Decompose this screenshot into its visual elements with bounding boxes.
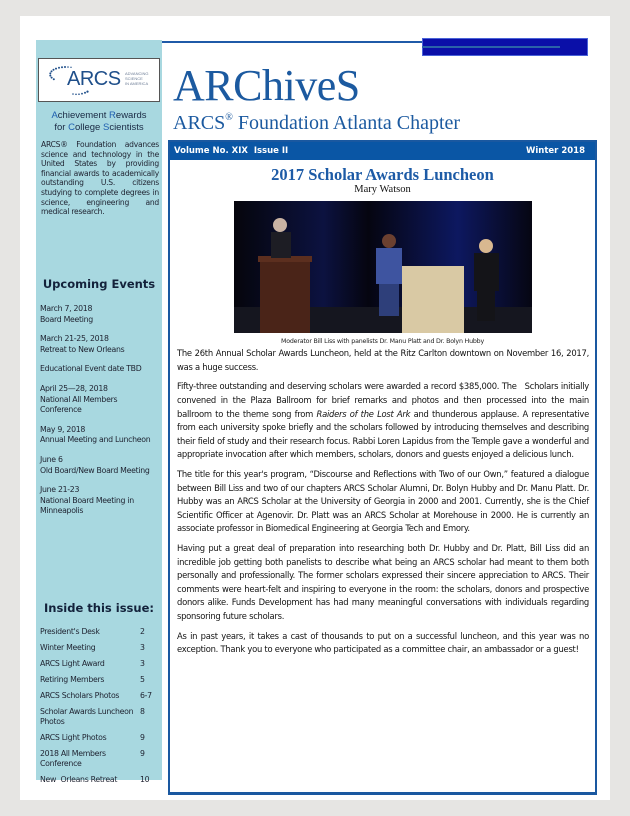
acronym-line-2: [36, 122, 162, 134]
toc-item[interactable]: [40, 627, 160, 637]
toc-item-page: 3: [140, 643, 145, 652]
toc-item-page: 8: [140, 707, 145, 716]
acronym-rest: ollege: [74, 122, 103, 133]
event-description: Retreat to New Orleans: [40, 344, 125, 354]
acronym-rest: cientists: [109, 122, 144, 133]
issue-bar: [170, 142, 595, 160]
event-description: National Board Meeting in Minneapolis: [40, 495, 134, 516]
toc-item[interactable]: [40, 659, 160, 669]
subtitle-arcs: ARCS: [173, 112, 226, 134]
event-date: March 21-25, 2018: [40, 334, 109, 344]
toc-item-page: 9: [140, 733, 145, 742]
toc-item[interactable]: [40, 707, 160, 727]
acronym-rest: chievement: [57, 110, 110, 121]
logo-tagline-line: SCIENCE: [125, 76, 143, 81]
event-item: [40, 384, 160, 416]
toc-item-page: 3: [140, 659, 145, 668]
newsletter-page: [20, 16, 610, 800]
toc-item[interactable]: [40, 691, 160, 701]
article-paragraph: [177, 380, 592, 462]
event-date: June 6: [40, 454, 63, 464]
issue-season: Winter 2018: [526, 146, 585, 156]
event-photo: [234, 201, 532, 333]
event-description: National All Members Conference: [40, 394, 118, 415]
event-date: March 7, 2018: [40, 304, 93, 313]
acronym-cap: A: [51, 110, 58, 121]
article-body: [170, 346, 595, 657]
toc-heading: Inside this issue:: [44, 601, 154, 615]
event-description: Board Meeting: [40, 314, 93, 324]
sidebar: [36, 40, 162, 784]
toc-item[interactable]: [40, 675, 160, 685]
event-photo-image: [234, 201, 532, 333]
toc-item-page: 9: [140, 749, 145, 758]
toc-item-label: Winter Meeting: [40, 643, 96, 652]
toc-item-label: Retiring Members: [40, 675, 105, 684]
toc-item-label: President's Desk: [40, 627, 100, 636]
article-box: [168, 140, 597, 795]
toc-item-label: 2018 All Members Conference: [40, 749, 108, 768]
header-rule: [162, 41, 422, 43]
acronym-cap: C: [68, 122, 75, 133]
toc-item-page: 2: [140, 627, 145, 636]
article-author: Mary Watson: [354, 184, 411, 195]
toc-item-label: Scholar Awards Luncheon Photos: [40, 707, 136, 726]
toc-item-label: ARCS Light Award: [40, 659, 105, 668]
event-item: [40, 334, 160, 355]
acronym-cap: S: [102, 122, 110, 133]
acronym-rest: for: [54, 122, 69, 133]
photo-caption: Moderator Bill Liss with panelists Dr. Manu Platt and Dr. Bolyn Hubby: [281, 338, 484, 345]
toc-item-label: ARCS Scholars Photos: [40, 691, 120, 700]
toc-item-page: 10: [140, 775, 150, 784]
event-date: May 9, 2018: [40, 424, 86, 434]
toc-item-label: New Orleans Retreat: [40, 775, 118, 784]
event-item: [40, 304, 160, 325]
newsletter-subtitle: [173, 112, 460, 134]
event-date: Educational Event date TBD: [40, 364, 142, 374]
article-title: 2017 Scholar Awards Luncheon: [271, 165, 494, 184]
logo-tagline-line: IN AMERICA: [125, 81, 149, 86]
event-description: Old Board/New Board Meeting: [40, 465, 150, 475]
article-paragraph: Having put a great deal of preparation into researching both Dr. Hubby and Dr. Platt, Bill Liss did an incredible job getting both panelists to describe what being an ARCS scholar had meant to them both personally and professionally. The former scholars expressed their sincere appreciation to ARCS. Their comments were heart-felt and inspiring to everyone in the room: the scholars, donors and prospective donors alike. Funds Development has had many meaningful conversations with individuals regarding sponsoring future scholars.: [177, 542, 589, 621]
toc-item[interactable]: [40, 749, 160, 769]
event-item: [40, 364, 160, 375]
paragraph-text: and thunderous applause. A representative from each university spoke briefly and the scholars followed by introducing themselves and describing their field of study and their research focus. Rabbi Loren Lapidus from the Temple gave a wonderful and appropriate invocation after which members, scholars, donors and guests enjoyed a delicious lunch.: [177, 408, 589, 460]
toc-item[interactable]: [40, 733, 160, 743]
newsletter-title: ARChiveS: [173, 61, 360, 110]
toc-item-label: ARCS Light Photos: [40, 733, 107, 742]
acronym-line-1: [36, 110, 162, 122]
toc-list: [40, 627, 160, 791]
event-item: [40, 425, 160, 446]
event-date: June 21-23: [40, 485, 80, 495]
movie-title: Raiders of the Lost Ark: [316, 408, 411, 419]
article-paragraph: The 26th Annual Scholar Awards Luncheon, held at the Ritz Carlton downtown on November 16, 2017, was a huge success.: [177, 348, 589, 373]
event-item: [40, 455, 160, 476]
acronym-cap: R: [109, 110, 116, 121]
toc-item-page: 6-7: [140, 691, 152, 700]
subtitle-rest: Foundation Atlanta Chapter: [232, 112, 461, 134]
header-accent-line: [422, 46, 560, 48]
logo-wordmark: ARCS: [67, 68, 121, 90]
article-paragraph: As in past years, it takes a cast of thousands to put on a successful luncheon, and this year was no exception. Thank you to everyone who participated as a committee chair, an ambassador or a guest!: [177, 630, 589, 655]
toc-item[interactable]: [40, 643, 160, 653]
mission-statement: ARCS® Foundation advances science and technology in the United States by providing financial awards to academically outstanding U.S. citizens studying to complete degrees in science, engineering and medical research.: [41, 140, 159, 217]
logo-tagline-line: ADVANCING: [125, 71, 149, 76]
event-description: Annual Meeting and Luncheon: [40, 435, 151, 445]
event-date: April 25—28, 2018: [40, 383, 108, 393]
issue-volume: Volume No. XIX Issue II: [174, 146, 289, 156]
logo-tagline: [125, 71, 148, 86]
registered-mark: ®: [225, 112, 233, 123]
event-item: [40, 485, 160, 517]
toc-item[interactable]: [40, 775, 160, 785]
paragraph-text: Fifty-three outstanding and deserving scholars were awarded a record $385,000. The Scholars initially convened in the Plaza Ballroom for brief remarks and photos and then processed into the main ballroom to the theme song from: [177, 381, 592, 419]
article-paragraph: The title for this year's program, “Discourse and Reflections with Two of our Own,” featured a dialogue between Bill Liss and two of our chapters ARCS Scholar Alumni, Dr. Bolyn Hubby and Dr. Manu Platt. Dr. Hubby was an ARCS Scholar at the University of Georgia in 2000 and 2001. Currently, she is the Chief Scientific Officer at Agenovir. Dr. Platt was an ARCS Scholar at Morehouse in 2000. He is currently an associate professor in Biomedical Engineering at Georgia Tech and Emory.: [177, 468, 589, 534]
acronym-rest: ewards: [115, 110, 147, 121]
acronym-expansion: [36, 110, 162, 134]
arcs-logo: [38, 58, 160, 102]
events-list: [40, 304, 160, 526]
events-heading: Upcoming Events: [42, 277, 156, 291]
toc-item-page: 5: [140, 675, 145, 684]
